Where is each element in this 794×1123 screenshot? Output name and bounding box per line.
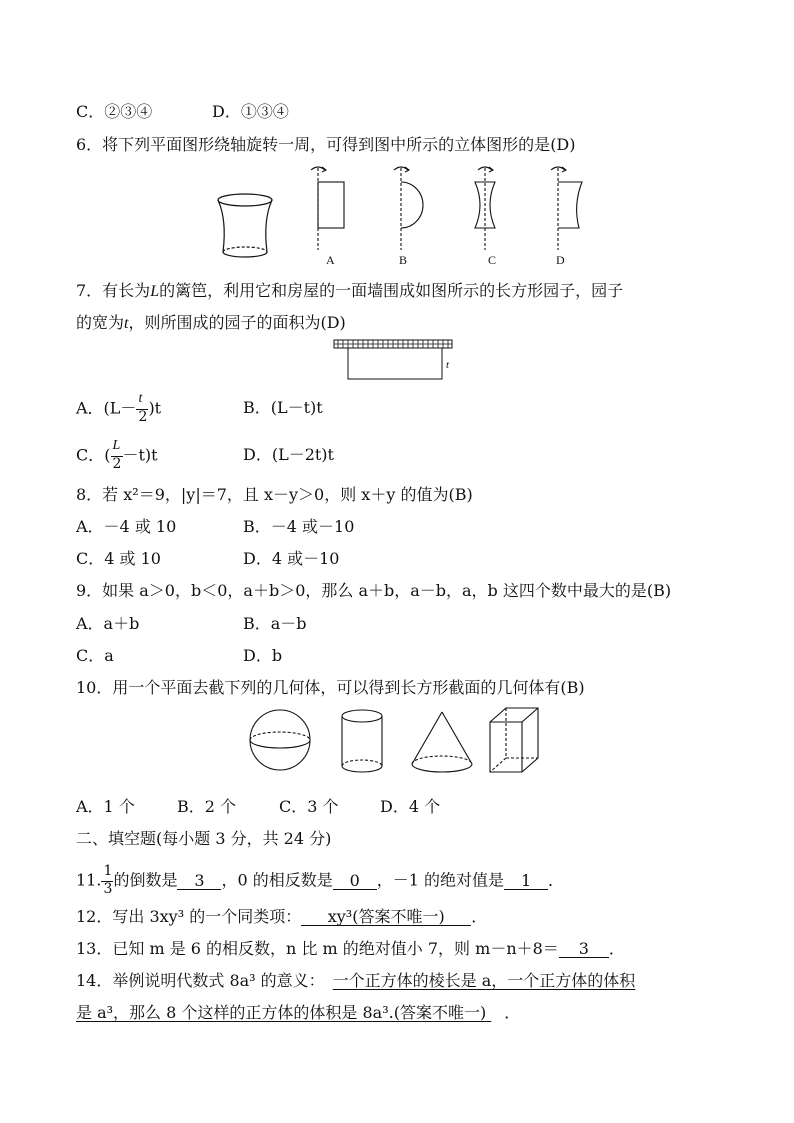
q11-numerator: 1 xyxy=(103,863,113,879)
q6-label-a: A xyxy=(326,253,335,267)
q7-figure xyxy=(330,338,460,384)
q7-figure-label-t: t xyxy=(446,359,450,371)
q9-stem xyxy=(76,581,671,601)
q7-stem-text2b: ，则所围成的园子的面积为 xyxy=(128,313,321,332)
q7-stem-text1: 7．有长为 xyxy=(76,281,151,300)
q8-option-d: D．4 或－10 xyxy=(243,549,340,568)
section-2-title: 二、填空题(每小题 3 分，共 24 分) xyxy=(76,829,332,848)
q10-figure xyxy=(240,702,550,780)
q6-solid-figure xyxy=(218,194,272,257)
q9-option-c: C．a xyxy=(76,646,114,665)
q6-option-b-shape xyxy=(394,167,423,250)
q9-option-a: A．a＋b xyxy=(76,614,140,633)
q7-answer: (D) xyxy=(320,313,346,332)
q7-option-c-fraction xyxy=(111,438,123,472)
q7-stem-line1 xyxy=(76,281,623,302)
q12-answer: xy³(答案不唯一) xyxy=(301,908,471,926)
q9-option-d: D．b xyxy=(243,646,283,665)
q10-stem-text: 10．用一个平面去截下列的几何体，可以得到长方形截面的几何体有 xyxy=(76,678,561,697)
q7-var-l: L xyxy=(150,283,160,300)
q7-option-a-prefix: A．(L－ xyxy=(76,398,137,418)
q11-fraction xyxy=(101,863,113,897)
q7-option-a-suffix: )t xyxy=(148,398,162,418)
q10-stem xyxy=(76,678,585,698)
q7-option-c-denominator: 2 xyxy=(112,456,122,472)
q10-option-a: A．1 个 xyxy=(76,797,135,816)
sphere-shape xyxy=(250,710,310,770)
q14-answer-line1: 一个正方体的棱长是 a，一个正方体的体积 xyxy=(332,971,636,990)
q8-option-c: C．4 或 10 xyxy=(76,549,161,568)
q9-answer: (B) xyxy=(646,581,672,600)
q8-option-a: A．－4 或 10 xyxy=(76,517,177,536)
q6-stem-text: 6．将下列平面图形绕轴旋转一周，可得到图中所示的立体图形的是 xyxy=(76,135,551,154)
q8-option-b: B．－4 或－10 xyxy=(243,517,355,536)
triangular-prism-shape xyxy=(490,708,538,772)
q11-text1: 的倒数是 xyxy=(113,870,178,890)
q13 xyxy=(76,939,625,959)
q14-answer-line2: 是 a³，那么 8 个这样的正方体的体积是 8a³.(答案不唯一) xyxy=(76,1003,487,1022)
q6-answer: (D) xyxy=(550,135,576,154)
cylinder-shape xyxy=(342,710,382,772)
q10-option-b: B．2 个 xyxy=(177,797,237,816)
q7-option-a-numerator: t xyxy=(138,391,143,406)
q8-stem xyxy=(76,485,473,505)
q7-option-c-numerator: L xyxy=(112,438,121,453)
q12 xyxy=(76,907,487,927)
q11-text3: ，－1 的绝对值是 xyxy=(376,870,505,890)
q11-answer-3: 1 xyxy=(504,872,548,890)
q8-stem-text: 8．若 x²＝9，|y|＝7，且 x－y＞0，则 x＋y 的值为 xyxy=(76,485,449,504)
q14-end: ． xyxy=(504,1003,521,1022)
q7-var-t: t xyxy=(124,315,129,332)
q11-answer-2: 0 xyxy=(333,872,377,890)
q13-answer: 3 xyxy=(559,940,609,958)
q14-line2 xyxy=(76,1003,520,1023)
q8-answer: (B) xyxy=(448,485,473,504)
q6-label-c: C xyxy=(488,253,497,267)
q7-option-a xyxy=(76,391,162,425)
q6-label-b: B xyxy=(399,253,408,267)
q7-option-b: B．(L－t)t xyxy=(243,398,323,417)
q7-stem-text2a: 的宽为 xyxy=(76,313,125,332)
q6-option-c-shape xyxy=(475,167,495,250)
q11-end: ． xyxy=(548,870,565,890)
q7-option-c-prefix: C．( xyxy=(76,445,111,465)
q12-end: ． xyxy=(471,907,488,926)
q14-text: 14．举例说明代数式 8a³ 的意义： xyxy=(76,971,325,990)
q6-label-d: D xyxy=(556,253,565,267)
q6-option-a-shape xyxy=(311,167,344,250)
q6-figure xyxy=(205,160,605,272)
q7-option-c-suffix: －t)t xyxy=(122,445,158,465)
q10-option-d: D．4 个 xyxy=(380,797,441,816)
q7-stem-line2 xyxy=(76,313,346,334)
q10-answer: (B) xyxy=(560,678,585,697)
q5-option-c: C．②③④ xyxy=(76,102,153,121)
q11-denominator: 3 xyxy=(103,881,113,897)
q7-option-a-denominator: 2 xyxy=(138,409,148,425)
cone-shape xyxy=(412,712,472,772)
q11-text2: ，0 的相反数是 xyxy=(221,870,333,890)
q12-text: 12．写出 3xy³ 的一个同类项： xyxy=(76,907,302,926)
q10-option-c: C．3 个 xyxy=(279,797,339,816)
q7-option-d: D．(L－2t)t xyxy=(243,445,334,464)
q13-end: ． xyxy=(608,939,625,958)
q14-line1 xyxy=(76,971,635,991)
q11 xyxy=(76,863,565,897)
q7-option-a-fraction xyxy=(136,391,148,425)
q13-text: 13．已知 m 是 6 的相反数，n 比 m 的绝对值小 7，则 m－n＋8＝ xyxy=(76,939,559,958)
q7-option-c xyxy=(76,438,158,472)
q6-option-d-shape xyxy=(551,167,582,250)
q11-answer-1: 3 xyxy=(177,872,221,890)
q11-number: 11. xyxy=(76,870,102,890)
q9-option-b: B．a－b xyxy=(243,614,307,633)
q9-stem-text: 9．如果 a＞0，b＜0，a＋b＞0，那么 a＋b，a－b，a，b 这四个数中最大的是 xyxy=(76,581,647,600)
q6-stem xyxy=(76,135,576,155)
q5-option-d: D．①③④ xyxy=(212,102,289,121)
q7-stem-text1b: 的篱笆，利用它和房屋的一面墙围成如图所示的长方形园子，园子 xyxy=(159,281,624,300)
q14-answer-tail xyxy=(486,1003,504,1023)
